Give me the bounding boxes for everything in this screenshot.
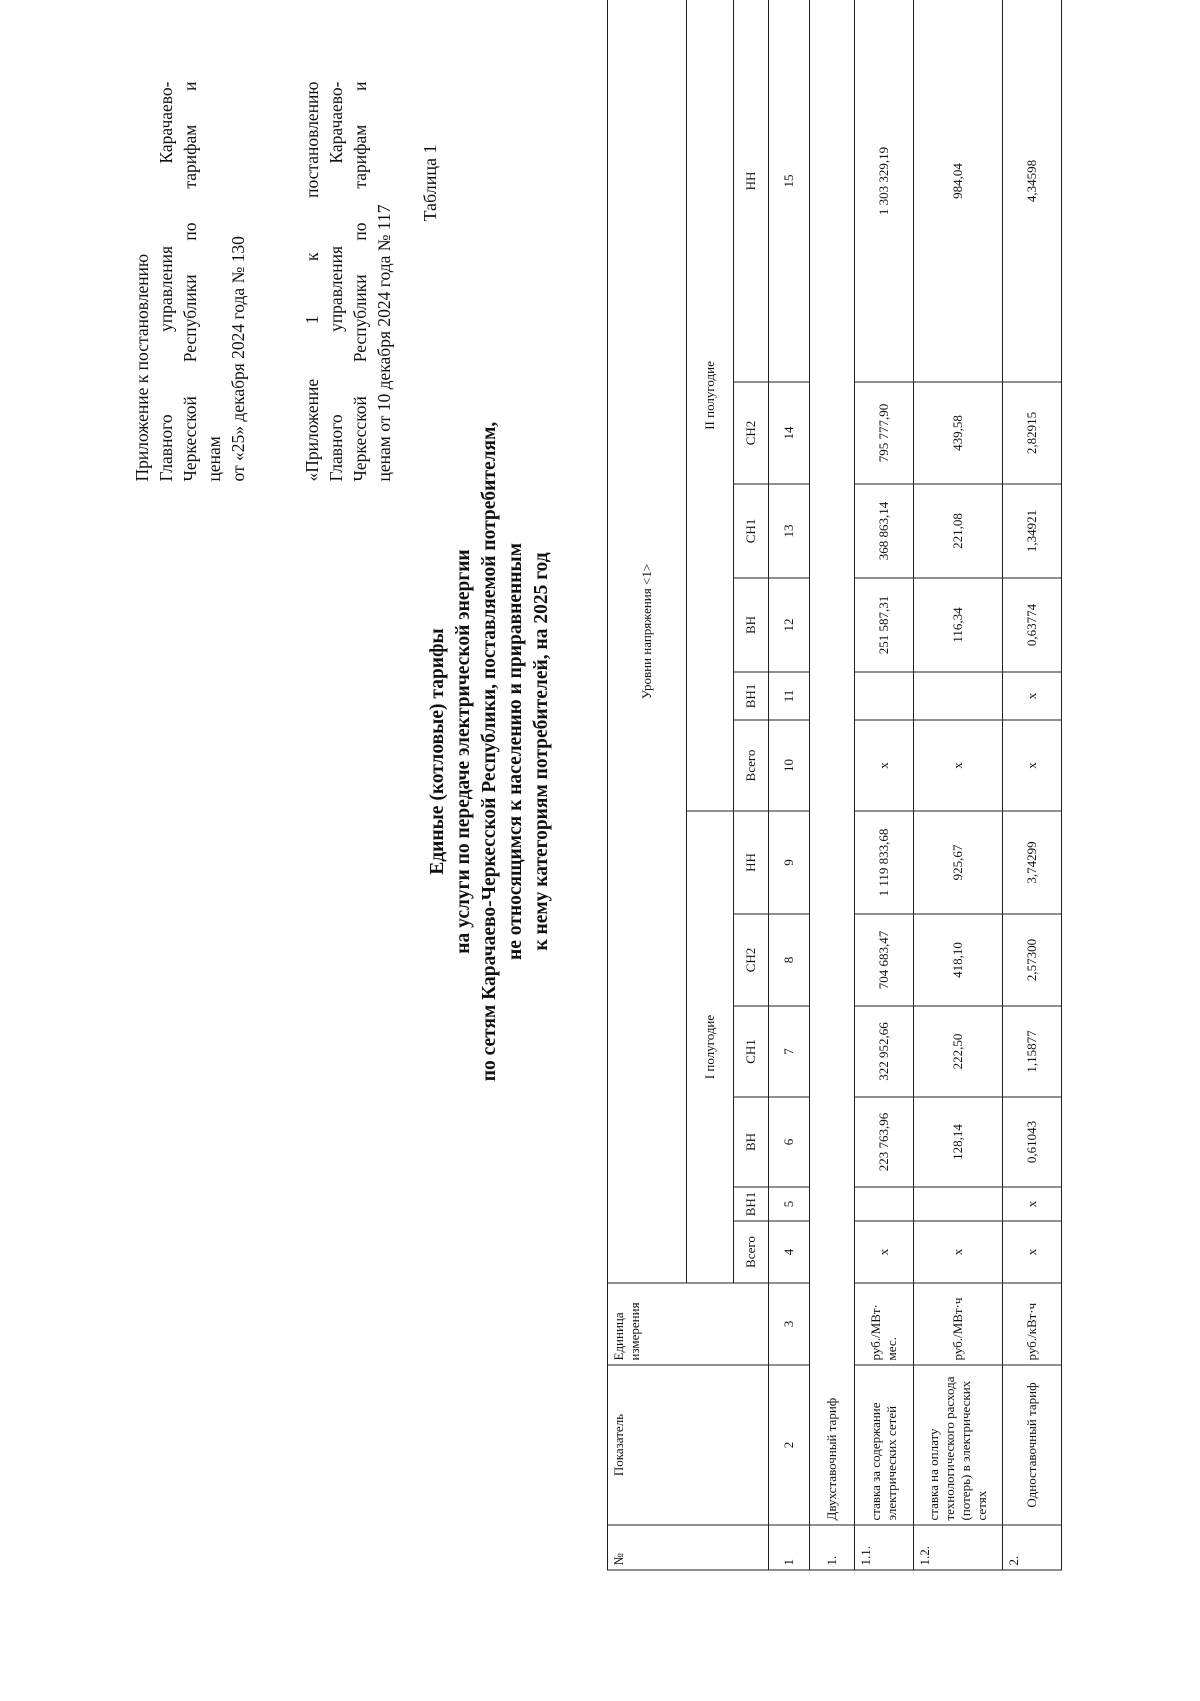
column-number: 2 xyxy=(769,1365,810,1525)
voltage-levels-header: Уровни напряжения <1> xyxy=(608,0,687,1283)
value-cell: 3,74299 xyxy=(1003,811,1062,914)
level-header: ВН xyxy=(734,1097,769,1187)
level-header: Всего xyxy=(734,1221,769,1283)
value-cell xyxy=(855,1187,914,1221)
column-number: 13 xyxy=(769,484,810,578)
row-number: 2. xyxy=(1003,1525,1062,1570)
value-cell: 128,14 xyxy=(914,1097,1003,1187)
previous-resolution-header xyxy=(300,81,396,481)
value-cell xyxy=(855,672,914,720)
row-number: 1.2. xyxy=(914,1525,1003,1570)
value-cell: 2,82915 xyxy=(1003,382,1062,484)
row-number: 1. xyxy=(810,1525,855,1570)
value-cell: 4,34598 xyxy=(1003,0,1062,382)
column-number: 9 xyxy=(769,811,810,914)
half1-header: I полугодие xyxy=(687,811,734,1283)
value-cell: 0,63774 xyxy=(1003,578,1062,672)
column-number: 7 xyxy=(769,1006,810,1097)
numbering-row xyxy=(769,0,810,1570)
col-unit-header: Единица измерения xyxy=(608,1283,769,1365)
half2-header: II полугодие xyxy=(687,0,734,811)
value-cell: 925,67 xyxy=(914,811,1003,914)
level-header: СН1 xyxy=(734,484,769,578)
column-number: 5 xyxy=(769,1187,810,1221)
column-number: 14 xyxy=(769,382,810,484)
row-number: 1.1. xyxy=(855,1525,914,1570)
value-cell: 0,61043 xyxy=(1003,1097,1062,1187)
section-row xyxy=(810,0,855,1570)
resolution-header xyxy=(130,81,250,481)
col-indicator-header: Показатель xyxy=(608,1365,769,1525)
value-cell: 795 777,90 xyxy=(855,382,914,484)
title-line: не относящимся к населению и приравненным xyxy=(505,542,526,960)
column-number: 12 xyxy=(769,578,810,672)
value-cell: x xyxy=(1003,672,1062,720)
value-cell xyxy=(914,1187,1003,1221)
title-line: на услуги по передаче электрической энергии xyxy=(453,548,474,954)
table-row xyxy=(1003,0,1062,1570)
value-cell: 222,50 xyxy=(914,1006,1003,1097)
value-cell: 1,34921 xyxy=(1003,484,1062,578)
level-header: НН xyxy=(734,811,769,914)
header-line: ценам от 10 декабря 2024 года № 117 xyxy=(374,204,394,481)
column-number: 6 xyxy=(769,1097,810,1187)
table-row xyxy=(855,0,914,1570)
value-cell: 704 683,47 xyxy=(855,914,914,1006)
row-unit: руб./МВт· мес. xyxy=(855,1283,914,1365)
column-number: 4 xyxy=(769,1221,810,1283)
level-header: ВН1 xyxy=(734,1187,769,1221)
value-cell: 439,58 xyxy=(914,382,1003,484)
header-line: Главного управления Карачаево- xyxy=(326,81,346,481)
value-cell: 251 587,31 xyxy=(855,578,914,672)
value-cell: 984,04 xyxy=(914,0,1003,382)
col-no-header: № xyxy=(608,1525,769,1570)
column-number: 15 xyxy=(769,0,810,382)
header-row xyxy=(608,0,687,1570)
value-cell: x xyxy=(1003,1221,1062,1283)
value-cell: 221,08 xyxy=(914,484,1003,578)
column-number: 11 xyxy=(769,672,810,720)
column-number: 1 xyxy=(769,1525,810,1570)
level-header: НН xyxy=(734,0,769,382)
title-line: по сетям Карачаево-Черкесской Республики, поставляемой потребителям, xyxy=(479,421,500,1081)
value-cell: x xyxy=(914,720,1003,811)
value-cell: x xyxy=(914,1221,1003,1283)
row-indicator: ставка на оплату технологического расхода (потерь) в электрических сетях xyxy=(914,1365,1003,1525)
document-title xyxy=(425,301,555,1201)
header-line: «Приложение 1 к постановлению xyxy=(302,81,322,481)
header-line: Приложение к постановлению xyxy=(132,253,152,481)
level-header: Всего xyxy=(734,720,769,811)
value-cell: 418,10 xyxy=(914,914,1003,1006)
title-line: к нему категориям потребителей, на 2025 год xyxy=(531,551,552,951)
value-cell: 368 863,14 xyxy=(855,484,914,578)
row-indicator: Одноставочный тариф xyxy=(1003,1365,1062,1525)
value-cell xyxy=(914,672,1003,720)
row-unit: руб./МВт·ч xyxy=(914,1283,1003,1365)
value-cell: x xyxy=(1003,1187,1062,1221)
value-cell: x xyxy=(1003,720,1062,811)
header-line: от «25» декабря 2024 года № 130 xyxy=(228,235,248,481)
value-cell: 2,57300 xyxy=(1003,914,1062,1006)
level-header: СН1 xyxy=(734,1006,769,1097)
table-row xyxy=(914,0,1003,1570)
level-header: СН2 xyxy=(734,914,769,1006)
header-line: Черкесской Республики по тарифам и xyxy=(350,81,370,481)
column-number: 3 xyxy=(769,1283,810,1365)
header-line: Черкесской Республики по тарифам и xyxy=(180,81,200,481)
value-cell: 223 763,96 xyxy=(855,1097,914,1187)
value-cell: 1 119 833,68 xyxy=(855,811,914,914)
row-unit: руб./кВт·ч xyxy=(1003,1283,1062,1365)
header-line: ценам xyxy=(204,435,224,481)
column-number: 10 xyxy=(769,720,810,811)
row-indicator: ставка за содержание электрических сетей xyxy=(855,1365,914,1525)
table-label: Таблица 1 xyxy=(420,144,440,221)
header-line: Главного управления Карачаево- xyxy=(156,81,176,481)
value-cell: 322 952,66 xyxy=(855,1006,914,1097)
value-cell: x xyxy=(855,1221,914,1283)
value-cell: 1 303 329,19 xyxy=(855,0,914,382)
tariff-table xyxy=(607,0,1062,1570)
section-title: Двухставочный тариф xyxy=(810,0,855,1525)
level-header: СН2 xyxy=(734,382,769,484)
column-number: 8 xyxy=(769,914,810,1006)
value-cell: x xyxy=(855,720,914,811)
title-line: Единые (котловые) тарифы xyxy=(427,627,448,875)
value-cell: 116,34 xyxy=(914,578,1003,672)
value-cell: 1,15877 xyxy=(1003,1006,1062,1097)
level-header: ВН1 xyxy=(734,672,769,720)
level-header: ВН xyxy=(734,578,769,672)
